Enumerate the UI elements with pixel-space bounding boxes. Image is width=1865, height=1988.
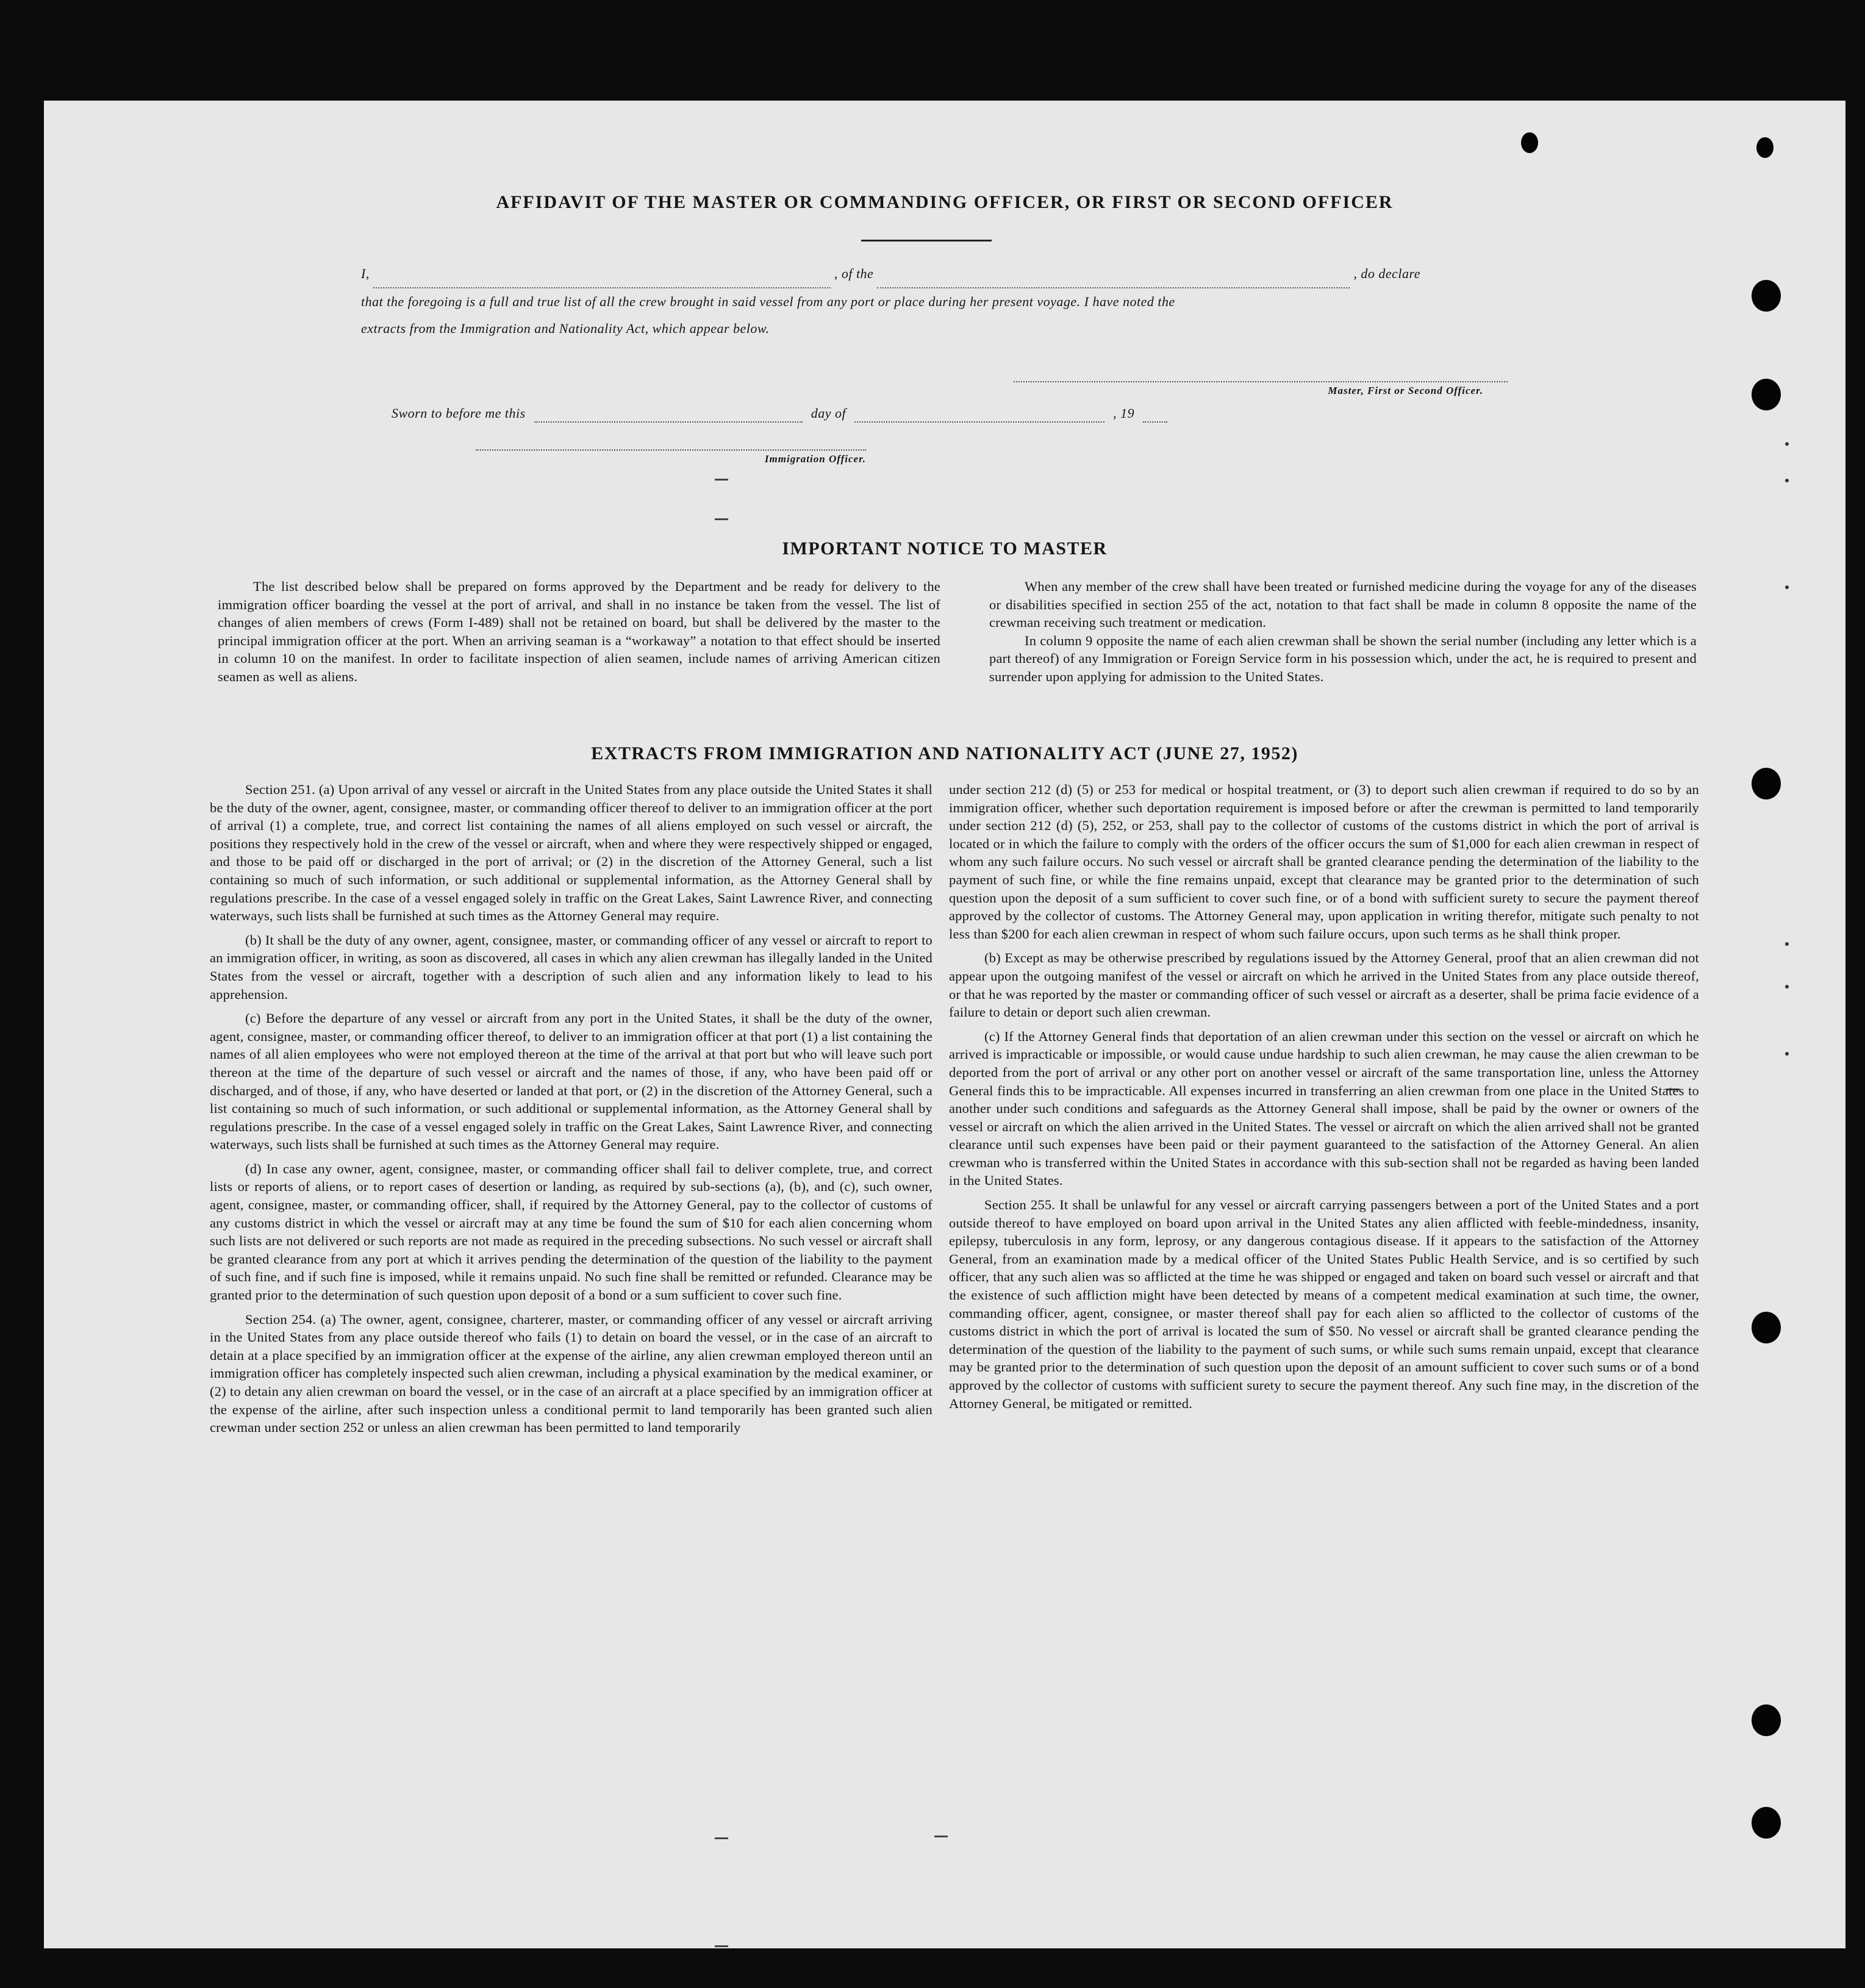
punch-hole [1521, 132, 1538, 153]
speck [1785, 942, 1789, 946]
sworn-month-field[interactable] [854, 406, 1104, 423]
speck [1785, 585, 1789, 589]
year-prefix: , 19 [1113, 406, 1135, 421]
notice-right-column [989, 577, 1697, 686]
scan-mark [715, 479, 728, 481]
punch-hole [1752, 1312, 1781, 1343]
master-signature-label: Master, First or Second Officer. [1328, 385, 1483, 396]
declarant-name-field[interactable] [373, 260, 831, 288]
sworn-prefix: Sworn to before me this [392, 406, 526, 421]
punch-hole [1752, 379, 1781, 410]
section-251a: Section 251. (a) Upon arrival of any vessel or aircraft in the United States from any place outside the United States it shall be the duty of the owner, agent, consignee, master, or commanding officer thereof to deliver to an immigration officer at the port of arrival (1) a complete, true, and correct list containing the names of all aliens employed on such vessel or aircraft, the positions they respectively hold in the crew of the vessel or aircraft, when and where they were respectively shipped or engaged, and those to be paid off or discharged in the port of arrival; or (2) in the discretion of the Attorney General, such a list containing so much of such information, or such additional or supplemental information, as the Attorney General shall by regulations prescribe. In the case of a vessel engaged solely in traffic on the Great Lakes, Saint Lawrence River, and connecting waterways, such lists shall be furnished at such times as the Attorney General may require. [210, 782, 932, 924]
notice-heading: IMPORTANT NOTICE TO MASTER [782, 538, 1108, 559]
vessel-name-field[interactable] [877, 260, 1350, 288]
punch-hole [1752, 280, 1781, 312]
declare-label: , do declare [1353, 266, 1420, 281]
declaration-text: that the foregoing is a full and true list of all the crew brought in said vessel from any port or place during her present voyage. I have noted the [361, 294, 1175, 309]
notice-left-column [218, 577, 940, 686]
section-251d: (d) In case any owner, agent, consignee, master, or commanding officer shall fail to deliver complete, true, and correct lists or reports of aliens, or to report cases of desertion or landing, as required by sub-sections (a), (b), and (c), such owner, agent, consignee, master, or commanding officer, shall, if required by the Attorney General, pay to the collector of customs of any customs district in which the vessel or aircraft may at any time be found the sum of $10 for each alien concerning whom such lists are not delivered or such reports are not made as required in the preceding subsections. No such vessel or aircraft shall be granted clearance from any port at which it arrives pending the determination of the question of the liability to the payment of such fine, and if such fine is imposed, while it remains unpaid. No such fine shall be remitted or refunded. Clearance may be granted prior to the determination of such question upon deposit of a bond or a sum sufficient to cover such fine. [210, 1160, 932, 1303]
extracts-left-column [210, 781, 932, 1443]
affidavit-title: AFFIDAVIT OF THE MASTER OR COMMANDING OFFICER, OR FIRST OR SECOND OFFICER [496, 192, 1394, 212]
notice-paragraph: When any member of the crew shall have been treated or furnished medicine during the voyage for any of the diseases or disabilities specified in section 255 of the act, notation to that fact shall be made in column 8 opposite the name of the crewman receiving such treatment or medication. [989, 579, 1697, 631]
section-254b: (b) Except as may be otherwise prescribed by regulations issued by the Attorney General, proof that an alien crewman did not appear upon the outgoing manifest of the vessel or aircraft on which he arrived in the United States from any place outside thereof, or that he was reported by the master or commanding officer of such vessel or aircraft as a deserter, shall be prima facie evidence of a failure to detain or deport such alien crewman. [949, 950, 1699, 1020]
master-signature-field[interactable] [1014, 381, 1508, 382]
scan-mark [934, 1836, 948, 1837]
extracts-heading: EXTRACTS FROM IMMIGRATION AND NATIONALITY ACT (JUNE 27, 1952) [591, 743, 1298, 763]
day-of-label: day of [811, 406, 847, 421]
section-254c: (c) If the Attorney General finds that deportation of an alien crewman under this section on the vessel or aircraft on which he arrived is impracticable or impossible, or would cause undue hardship to such alien crewman, he may cause the alien crewman to be deported from the port of arrival or any other port on another vessel or aircraft of the same transportation line, unless the Attorney General finds this to be impracticable. All expenses incurred in transferring an alien crewman from one place in the United States to another under such conditions and safeguards as the Attorney General shall impose, shall be paid by the owner or owners of the vessel or aircraft on which the alien arrived in the United States. The vessel or aircraft on which the alien arrived shall not be granted clearance until such expenses have been paid or their payment guaranteed to the satisfaction of the Attorney General. An alien crewman who is transferred within the United States in accordance with this sub-section shall not be regarded as having been landed in the United States. [949, 1028, 1699, 1189]
speck [1785, 479, 1789, 482]
immigration-officer-label: Immigration Officer. [764, 453, 866, 465]
notice-paragraph: The list described below shall be prepared on forms approved by the Department and be ready for delivery to the immigration officer boarding the vessel at the port of arrival, and shall in no instance be taken from the vessel. The list of changes of alien members of crews (Form I-489) shall not be retained on board, but shall be delivered by the master to the principal immigration officer at the port. When an arriving seaman is a “workaway” a notation to that effect should be inserted in column 10 on the manifest. In order to facilitate inspection of alien seamen, include names of arriving American citizen seamen as well as aliens. [218, 579, 940, 684]
of-the-label: , of the [834, 266, 874, 281]
punch-hole [1752, 768, 1781, 799]
section-254a: Section 254. (a) The owner, agent, consignee, charterer, master, or commanding officer of any vessel or aircraft arriving in the United States from any place outside thereof who fails (1) to detain on board the vessel, or in the case of an aircraft to detain at a place specified by an immigration officer at the expense of the airline, any alien crewman employed thereon until an immigration officer has completely inspected such alien crewman, including a physical examination by the medical examiner, or (2) to detain any alien crewman on board the vessel, or in the case of an aircraft at a place specified by an immigration officer at the expense of the airline, after such inspection unless a conditional permit to land temporarily has been granted such alien crewman under section 252 or unless an alien crewman has been permitted to land temporarily [210, 1311, 932, 1436]
sworn-year-field[interactable] [1143, 406, 1167, 423]
punch-hole [1752, 1704, 1781, 1736]
section-254a-continued: under section 212 (d) (5) or 253 for medical or hospital treatment, or (3) to deport such alien crewman if required to do so by an immigration officer, whether such deportation requirement is imposed before or after the crewman is permitted to land temporarily under section 212 (d) (5), 252, or 253, shall pay to the collector of customs of the customs district in which the port of arrival is located or in which the failure to comply with the orders of the officer occurs the sum of $1,000 for each alien crewman in respect of whom any such failure occurs. No such vessel or aircraft shall be granted clearance pending the determination of the liability to the payment of such fine, or while the fine remains unpaid, except that clearance may be granted prior to the determination of such question upon the deposit of a sum sufficient to cover such fine, or of a bond with sufficient surety to secure the payment thereof approved by the collector of customs. The Attorney General may, upon application in writing therefor, mitigate such penalty to not less than $200 for each alien crewman in respect of whom such failure occurs, upon such terms as he shall think proper. [949, 782, 1699, 942]
declarant-row [361, 260, 1569, 288]
scan-mark [715, 518, 728, 520]
scan-mark [715, 1945, 728, 1947]
sworn-row [392, 406, 1245, 423]
punch-hole [1752, 1807, 1781, 1839]
speck [1785, 1052, 1789, 1056]
declarant-prefix: I, [361, 266, 370, 281]
punch-hole [1756, 137, 1774, 158]
notice-paragraph: In column 9 opposite the name of each alien crewman shall be shown the serial number (including any letter which is a part thereof) of any Immigration or Foreign Service form in his possession which, under the act, he is required to present and surrender upon applying for admission to the United States. [989, 632, 1697, 684]
sworn-day-field[interactable] [534, 406, 803, 423]
section-251b: (b) It shall be the duty of any owner, agent, consignee, master, or commanding officer of any vessel or aircraft to report to an immigration officer, in writing, as soon as discovered, all cases in which any alien crewman has illegally landed in the United States from the vessel or aircraft, together with a description of such alien and any information likely to lead to his apprehension. [210, 932, 932, 1002]
scan-mark [715, 1837, 728, 1839]
affidavit-statement [361, 260, 1569, 342]
speck [1785, 442, 1789, 446]
section-255: Section 255. It shall be unlawful for any vessel or aircraft carrying passengers between a port of the United States and a port outside thereof to have employed on board upon arrival in the United States any alien afflicted with feeble-mindedness, insanity, epilepsy, tuberculosis in any form, leprosy, or any dangerous contagious disease. If it appears to the satisfaction of the Attorney General, from an examination made by a medical officer of the United States Public Health Service, and is so certified by such officer, that any such alien was so afflicted at the time he was shipped or engaged and taken on board such vessel or aircraft and that the existence of such affliction might have been detected by means of a competent medical examination at such time, the owner, commanding officer, agent, consignee, or master thereof shall pay for each alien so afflicted to the collector of customs of the customs district in which the port of arrival is located the sum of $50. No vessel or aircraft shall be granted clearance pending the determination of the question of the liability to the payment of such sums, or while such sums remain unpaid, except that clearance may be granted prior to the determination of such question upon the deposit of an amount sufficient to cover such sums or of a bond approved by the collector of customs with sufficient surety to secure the payment thereof. Any such fine may, in the discretion of the Attorney General, be mitigated or remitted. [949, 1197, 1699, 1411]
section-251c: (c) Before the departure of any vessel or aircraft from any port in the United States, it shall be the duty of the owner, agent, consignee, master, or commanding officer thereof, to deliver to an immigration officer at that port (1) a list containing the names of all alien employees who were not employed thereon at the time of the arrival at that port but who will leave such port thereon at the time of the departure of such vessel or aircraft and the names of those, if any, who have been paid off or discharged, and of those, if any, who have deserted or landed at that port, or (2) in the discretion of the Attorney General, such a list containing so much of such information, or such additional or supplemental information, as the Attorney General shall by regulations prescribe. In the case of a vessel engaged solely in traffic on the Great Lakes, Saint Lawrence River, and connecting waterways, such lists shall be furnished at such times as the Attorney General may require. [210, 1010, 932, 1153]
extracts-right-column [949, 781, 1699, 1418]
declaration-text-2: extracts from the Immigration and Nationality Act, which appear below. [361, 321, 770, 336]
title-rule [861, 240, 992, 241]
speck [1785, 985, 1789, 989]
immigration-officer-signature-field[interactable] [476, 449, 866, 451]
form-page [44, 101, 1845, 1948]
